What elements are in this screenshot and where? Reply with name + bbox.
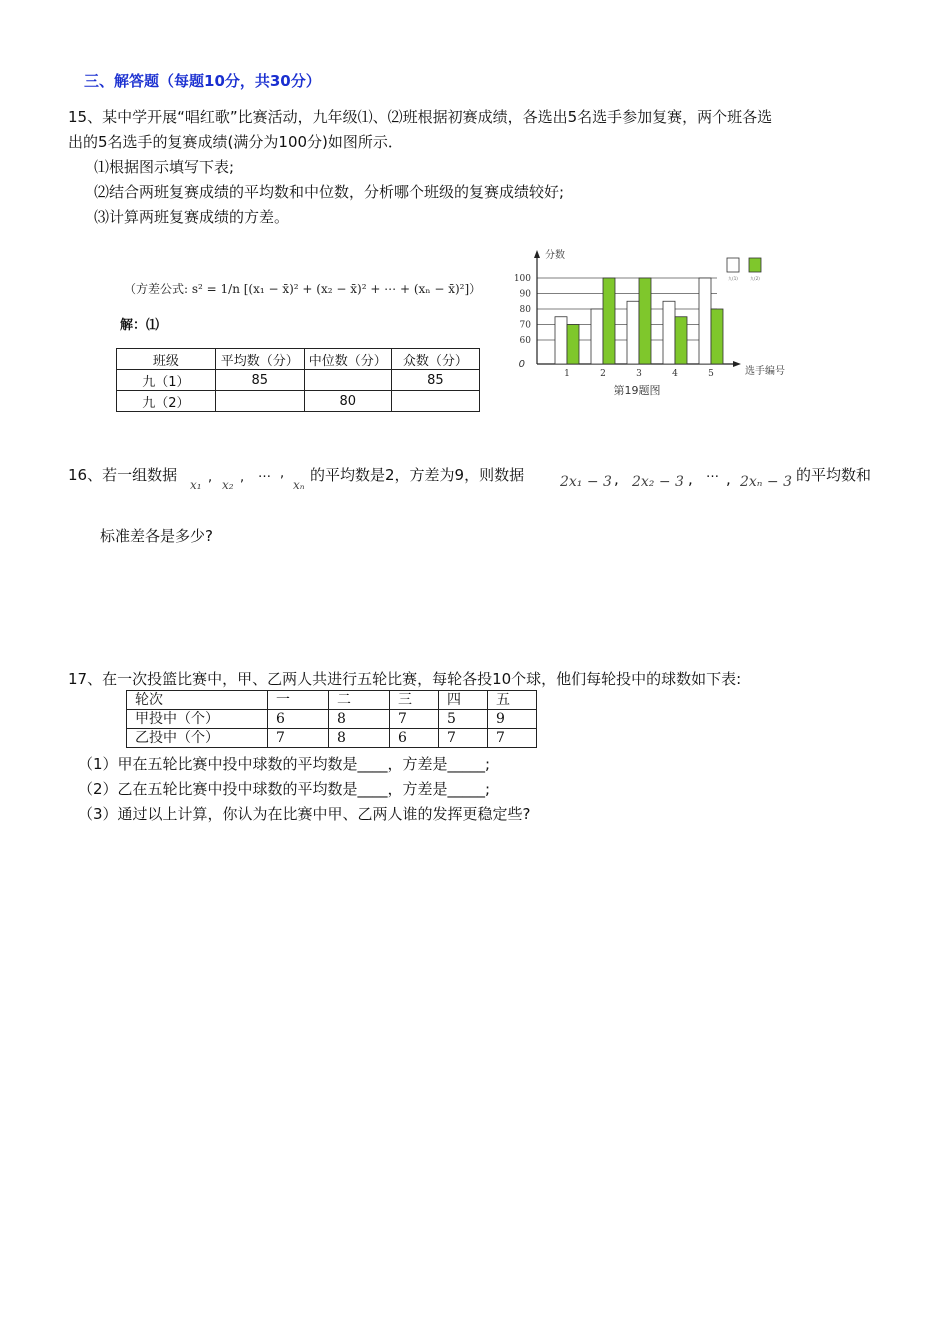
table-cell: 乙投中（个） [127,729,268,748]
q17-intro: 17、在一次投篮比赛中，甲、乙两人共进行五轮比赛，每轮各投10个球，他们每轮投中的球数如下表: [68,670,742,688]
x-tick-label: 2 [600,369,606,379]
q16-var-1: x₁ [190,478,202,492]
table-header: 五 [488,691,537,710]
q17-table [126,690,537,748]
table-cell [391,391,479,412]
table-cell: 85 [215,370,304,391]
legend-swatch [749,258,761,272]
table-row [127,729,537,748]
q15-table [116,348,480,412]
q16-expr-1: 2x₁ − 3 [560,474,612,490]
bar-2-5 [711,309,723,364]
y-tick-label: 60 [519,336,531,346]
table-cell: 85 [391,370,479,391]
q15-sub3: ⑶计算两班复赛成绩的方差。 [94,208,290,226]
bar-2-3 [639,278,651,364]
table-cell: 7 [268,729,329,748]
q16-middle: 的平均数是2，方差为9，则数据 [310,466,525,484]
x-tick-label: 5 [708,369,714,379]
q16-expr-n: 2xₙ − 3 [740,474,793,490]
bar-1-1 [555,317,567,364]
q15-sub2: ⑵结合两班复赛成绩的平均数和中位数，分析哪个班级的复赛成绩较好; [94,183,565,201]
q17-sub2: （2）乙在五轮比赛中投中球数的平均数是____，方差是_____; [78,780,491,798]
q16-var-2: x₂ [222,478,234,492]
table-cell: 7 [488,729,537,748]
table-header-row [117,349,480,370]
q17-sub1: （1）甲在五轮比赛中投中球数的平均数是____，方差是_____; [78,755,491,773]
table-cell: 80 [304,391,391,412]
bar-1-2 [591,309,603,364]
table-cell: 6 [390,729,439,748]
table-header: 平均数（分） [215,349,304,370]
x-axis-label: 选手编号 [745,366,785,377]
q16-prefix: 16、若一组数据 [68,466,178,484]
table-cell: 8 [329,710,390,729]
table-header: 中位数（分） [304,349,391,370]
table-header: 一 [268,691,329,710]
x-tick-label: 3 [636,369,642,379]
table-header: 四 [439,691,488,710]
chart-title: 第19题图 [613,384,661,397]
table-header: 众数（分） [391,349,479,370]
table-cell: 九（1） [117,370,216,391]
y-tick-label: 80 [519,305,531,315]
bar-2-4 [675,317,687,364]
x-tick-label: 1 [564,369,570,379]
y-tick-label: 100 [513,274,531,284]
y-tick-label: 70 [519,320,531,331]
bar-2-2 [603,278,615,364]
q17-sub3: （3）通过以上计算，你认为在比赛中甲、乙两人谁的发挥更稳定些? [78,805,531,823]
q15-line1: 15、某中学开展“唱红歌”比赛活动，九年级⑴、⑵班根据初赛成绩，各选出5名选手参加复赛，两个班各选 [68,108,773,126]
q16-var-n: xₙ [293,478,305,492]
bar-1-4 [663,301,675,364]
table-header-row [127,691,537,710]
table-cell [304,370,391,391]
table-header: 二 [329,691,390,710]
q16-expr-ellipsis: … [706,466,719,481]
q15-sub1: ⑴根据图示填写下表; [94,158,235,176]
variance-formula: （方差公式: s² = 1/n [(x₁ − x̄)² + (x₂ − x̄)² + ⋯ + (xₙ − x̄)²]） [124,282,482,296]
origin-label: 0 [518,359,525,370]
legend-swatch [727,258,739,272]
table-header: 班级 [117,349,216,370]
y-axis-arrow [534,250,540,258]
table-header: 轮次 [127,691,268,710]
y-axis-label: 分数 [545,250,565,261]
y-tick-label: 90 [519,289,531,300]
table-row [117,391,480,412]
table-cell: 7 [439,729,488,748]
table-cell: 九（2） [117,391,216,412]
legend-label: 九(1) [728,276,738,281]
table-cell [215,391,304,412]
q16-line2: 标准差各是多少? [100,527,213,545]
table-cell: 5 [439,710,488,729]
table-cell: 8 [329,729,390,748]
q16-expr-2: 2x₂ − 3 [632,474,684,490]
legend-label: 九(2) [750,276,760,281]
solution-label: 解：⑴ [120,318,160,333]
x-axis-arrow [733,361,741,367]
table-header: 三 [390,691,439,710]
bar-2-1 [567,325,579,365]
bar-1-3 [627,301,639,364]
table-cell: 6 [268,710,329,729]
table-row [127,710,537,729]
table-row [117,370,480,391]
table-cell: 9 [488,710,537,729]
q16-ellipsis: … [258,466,271,481]
x-tick-label: 4 [672,369,678,379]
section-title: 三、解答题（每题10分，共30分） [84,72,321,90]
bar-chart [505,242,785,402]
table-cell: 甲投中（个） [127,710,268,729]
bar-1-5 [699,278,711,364]
q16-suffix: 的平均数和 [796,466,872,484]
q15-line2: 出的5名选手的复赛成绩(满分为100分)如图所示． [68,133,403,151]
table-cell: 7 [390,710,439,729]
